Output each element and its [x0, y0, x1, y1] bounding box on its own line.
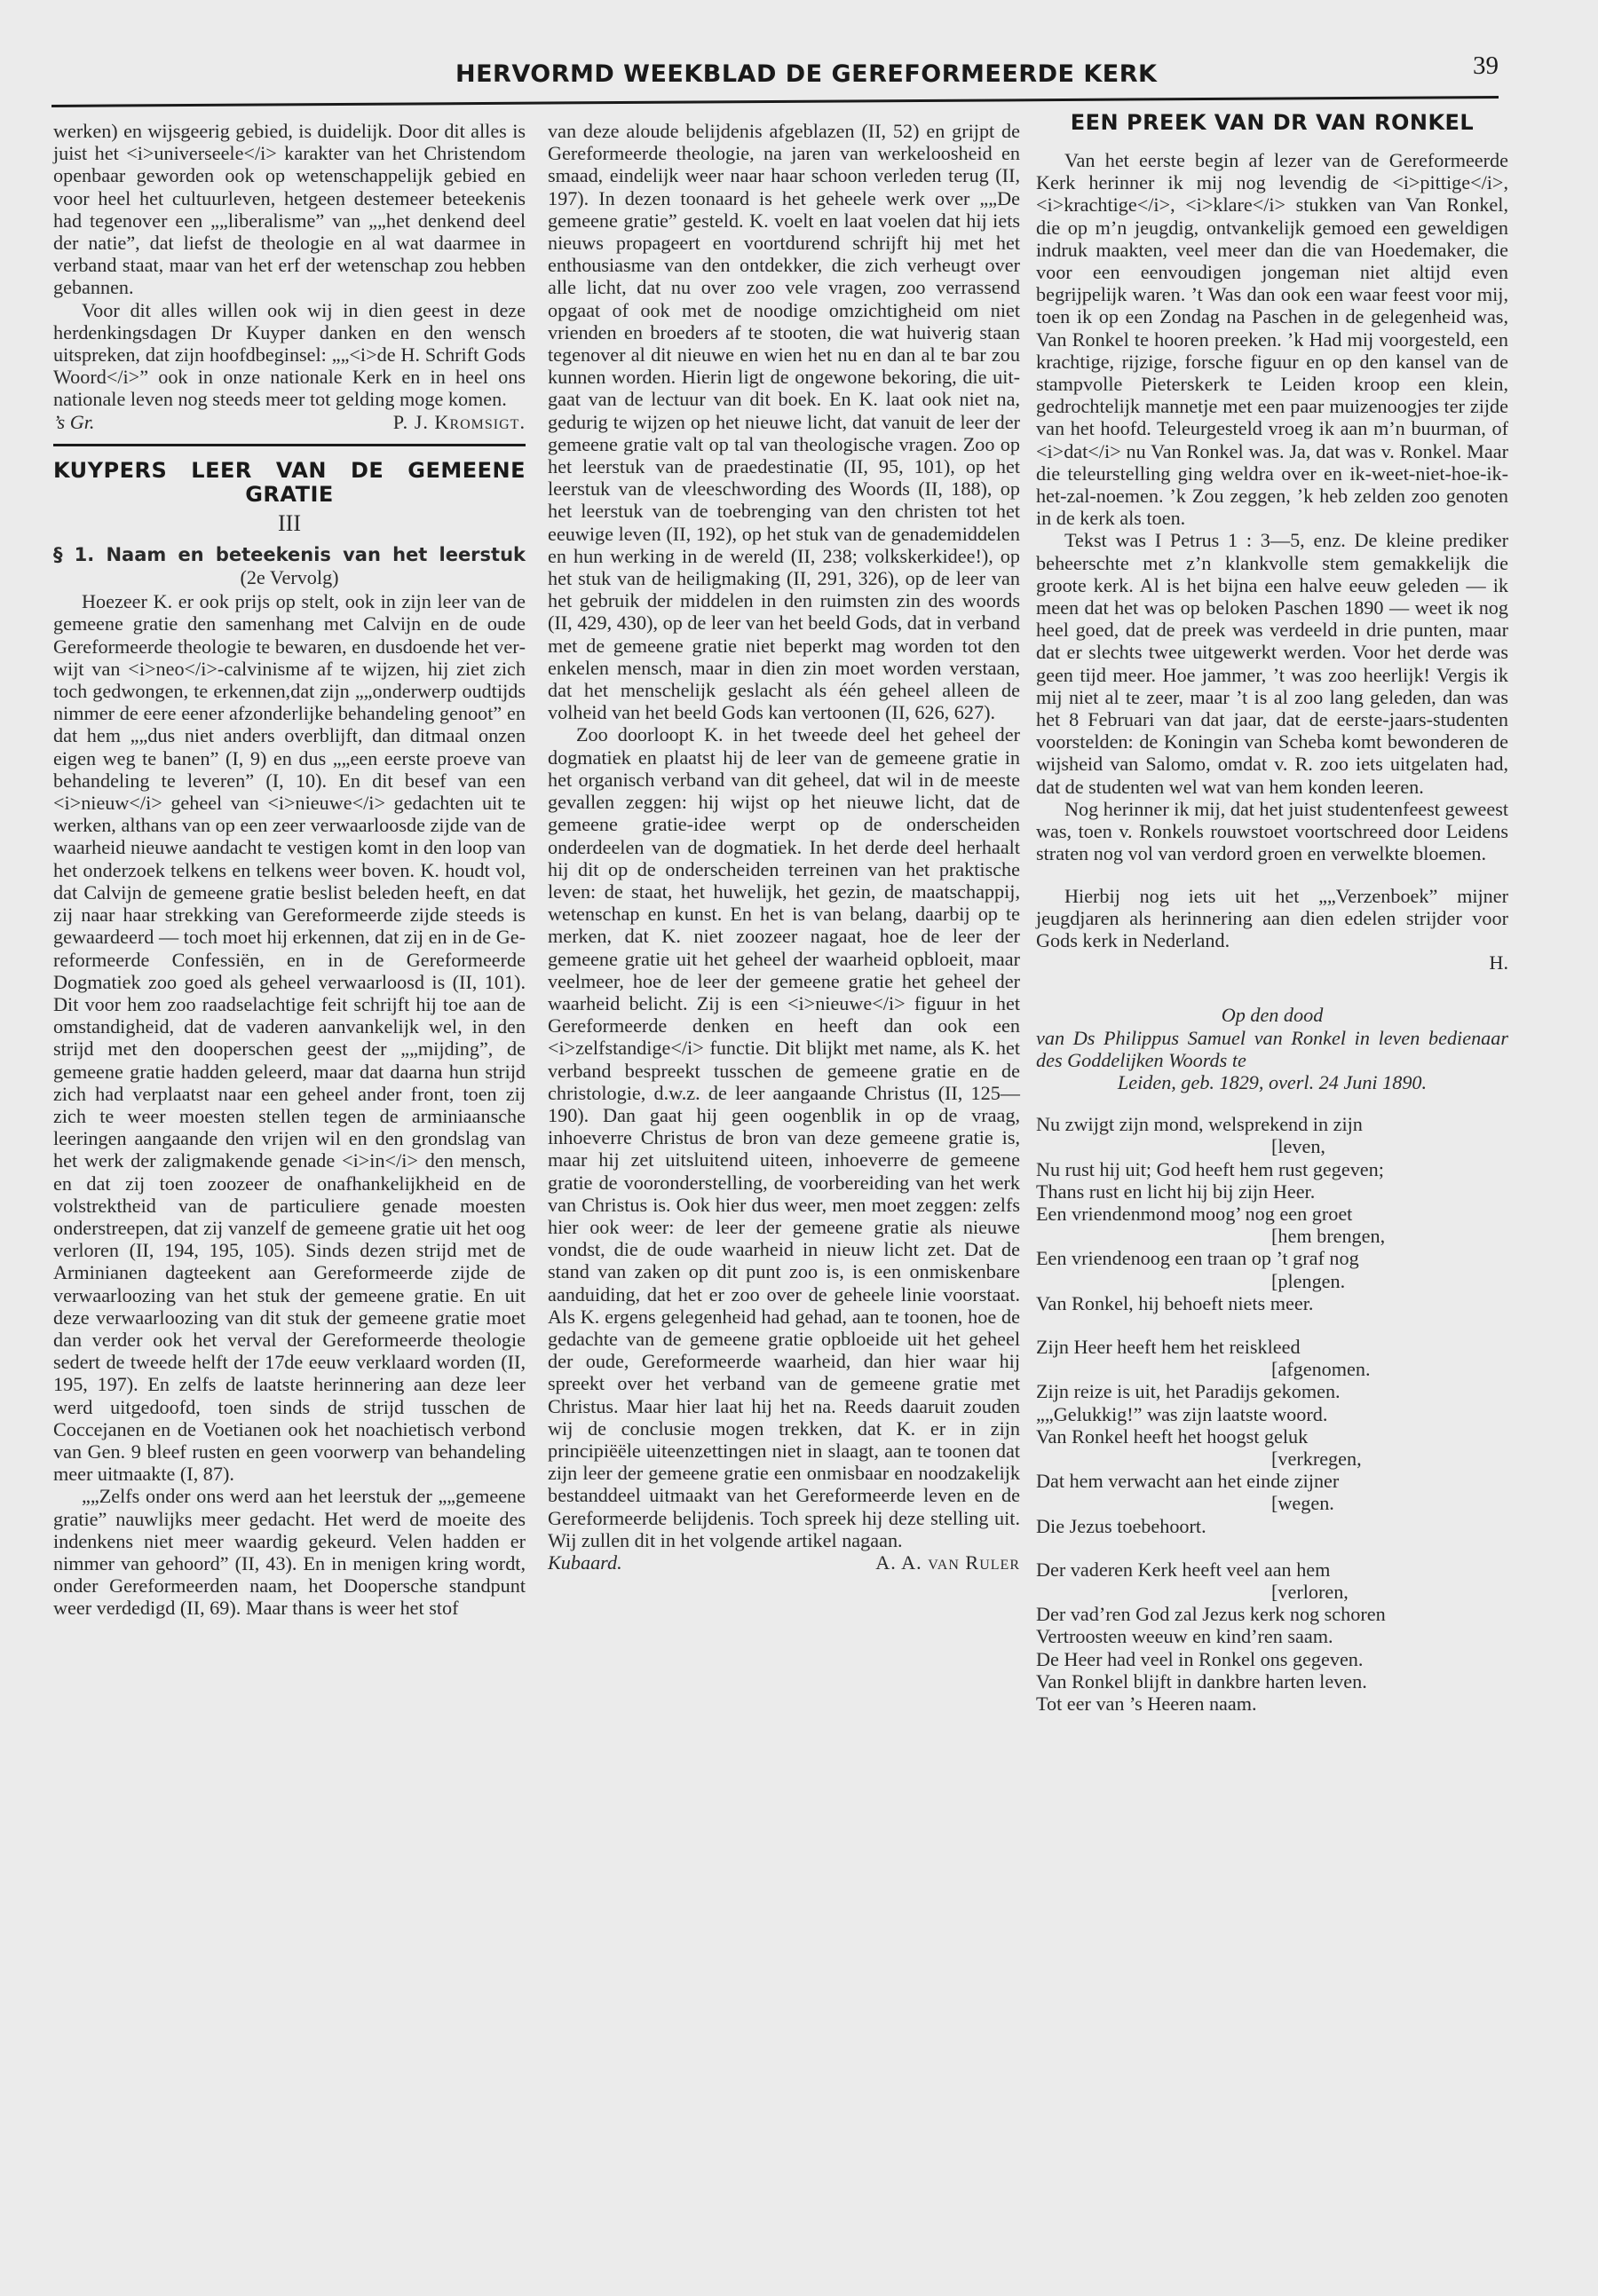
poem-line-continuation: [wegen.: [1271, 1492, 1334, 1515]
page-number: 39: [1473, 51, 1499, 80]
poem-line-continuation: [verkregen,: [1271, 1447, 1362, 1470]
poem-line: Der vaderen Kerk heeft veel aan hem: [1036, 1558, 1331, 1581]
article3-paragraph: Tekst was I Petrus 1 : 3—5, enz. De kleine prediker beheerschte met z’n klankvolle stem gemakkelijk die groote kerk. Al is het bijna een halve eeuw geleden — ik meen dat het was op beloken Paschen 1890 — weet ik nog heel goed, dat de preek was verdeeld in drie punten, maar dat er slechts twee uitgewerkt werden. Voor het derde was geen tijd meer. Hoe jammer, ’t was zoo heerlijk! Vergis ik mij niet al te zeer, maar ’t is al zoo lang geleden, dan was het 8 Februari van dat jaar, dat de eerste-jaars-studenten voorstelden: de Koningin van Scheba komt bewonderen de wijsheid van Salomo, omdat v. R. zoo iets uitgelaten had, dat de studenten wel wat van hem konden leeren.: [1036, 529, 1508, 798]
article3-paragraph: Nog herinner ik mij, dat het juist studentenfeest geweest was, toen v. Ronkels rouwstoet voortschreed door Leidens straten nog vol van verdord groen en verwelkte bloemen.: [1036, 797, 1508, 865]
article1-paragraph: Voor dit alles willen ook wij in dien geest in deze herdenkingsdagen Dr Kuyper danken en den wensch uitspreken, dat zijn hoofdbeginsel: „„<i>de H. Schrift Gods Woord</i>” ook in onze nationale Kerk en in heel ons nationale leven nog steeds meer tot gelding moge komen.: [53, 298, 526, 411]
poem-subtitle: Leiden, geb. 1829, overl. 24 Juni 1890.: [1117, 1070, 1428, 1093]
poem: [1036, 1113, 1508, 1715]
header-rule: [51, 96, 1499, 107]
article2-place: Kubaard.: [548, 1551, 622, 1574]
poem-line: Tot eer van ’s Heeren naam.: [1036, 1692, 1257, 1715]
article2-paragraph: Zoo doorloopt K. in het tweede deel het geheel der dogmatiek en plaatst hij de leer van de gemeene gratie in het organisch verband van dit geheel, dat wil in de meeste gevallen zeggen: hij wijst op het nieuwe licht, dat de gemeene gratie-idee werpt op de onderscheiden onderdeelen van de dogmatiek. In het derde deel herhaalt hij dit op de onderscheiden terreinen van het praktische leven: de staat, het huwelijk, het gezin, de maatschappij, wetenschap en kunst. En het is van belang, daarbij op te merken, dat K. niet zoozeer nagaat, hoe de leer der gemeene gratie uit het geheel der waarheid opbloeit, maar veelmeer, hoe de leer der gemeene gratie het geheel der waarheid belicht. Zij is een <i>nieuwe</i> figuur in het Gereformeerde denken en heeft dan ook een <i>zelfstandige</i> functie. Dit blijkt met name, als K. het verband bespreekt tusschen de gemeene gratie en de christologie, d.w.z. de leer aangaande Christus (II, 125—190). Dan gaat hij geen oogenblik in op de vraag, inhoeverre Christus de bron van deze gemeene gratie is, maar hij zet uitsluitend uiteen, inhoeverre de gemeene gratie de vooronderstelling, de voorbereiding van het werk van Christus is. Ook hier dus weer, men moet zeggen: zelfs hier ook weer: de leer der gemeene gratie als nieuwe vondst, die de oude waarheid in nieuw licht zet. Dat de stand van zaken op dit punt zoo is, is een onmiskenbare aanduiding, dat het er zoo over de geheele linie voorstaat. Als K. ergens gelegenheid had gehad, aan te toonen, hoe de gedachte van de gemeene gratie opbloeide uit het geheel der oude, Gereformeerde waarheid, dan hier waar hij spreekt over het verband van de gemeene gratie met Christus. Maar hier laat hij het na. Reeds daaruit zouden wij de conclusie mogen trekken, dat K. er in zijn principiëële uiteenzettingen niet in slaagt, aan te toonen dat zijn leer der gemeene gratie een onmisbaar en noodzakelijk bestanddeel uitmaakt van het Gereformeerde leven en de Gereformeerde belijdenis. Toch spreek hij deze stelling uit. Wij zullen dit in het volgende artikel nagaan.: [548, 723, 1020, 1551]
poem-line: Zijn reize is uit, het Paradijs gekomen.: [1036, 1380, 1341, 1403]
article2-signature: [548, 1551, 1020, 1574]
poem-line: Thans rust en licht hij bij zijn Heer.: [1036, 1180, 1316, 1203]
poem-line: Van Ronkel, hij behoeft niets meer.: [1036, 1291, 1314, 1314]
poem-line: Nu zwijgt zijn mond, welsprekend in zijn: [1036, 1113, 1363, 1136]
poem-line: Vertroosten weeuw en kind’ren saam.: [1036, 1625, 1333, 1648]
poem-line: Een vriendenoog een traan op ’t graf nog: [1036, 1247, 1359, 1270]
poem-line: Van Ronkel heeft het hoogst geluk: [1036, 1424, 1309, 1448]
poem-line-continuation: [plengen.: [1271, 1269, 1346, 1292]
article1-paragraph: werken) en wijsgeerig gebied, is duidelijk. Door dit alles is juist het <i>universeele</i> karakter van het Christendom openbaar geworden ook op wetenschappelijk gebied en voor heel het cultuurleven, hetgeen destemeer beteekenis had tegenover een „„liberalisme” van „„het denkend deel der natie”, dat liefst de theologie en al wat daarmee in verband staat, maar van het erf der wetenschap zou hebben gebannen.: [53, 120, 526, 299]
poem-title: Op den dood: [1221, 1004, 1324, 1027]
article3-paragraph: Van het eerste begin af lezer van de Gereformeerde Kerk herinner ik mij nog levendig de <i>pittige</i>, <i>krachtige</i>, <i>klare</i> stukken van Van Ronkel, die op m’n jeugdig, ontvankelijk gemoed een geweldigen indruk maakten, veel meer dan die van Hoedemaker, die voor een eenvoudigen jongeman niet altijd even begrijpelijk waren. ’t Was dan ook een waar feest voor mij, toen ik op een Zondag na Paschen in de gelegenheid was, Van Ronkel te hooren preeken. ’k Had mij voorgesteld, een krachtige, rijzige, forsche figuur en op den kansel van de stampvolle Pieterskerk te Leiden kroop een klein, gedrochtelijk mannetje met een paar muizenoogjes ter zijde van het hoofd. Teleurgesteld vroeg ik aan m’n buurman, of <i>dat</i> nu Van Ronkel was. Ja, dat was v. Ronkel. Maar die teleurstelling ging weldra over en ik-weet-niet-hoe-ik-het-zal-noemen. ’k Zou zeggen, ’k heb zelden zoo genoten in de kerk als toen.: [1036, 149, 1508, 530]
poem-stanza: [1036, 1113, 1508, 1314]
poem-line-continuation: [hem brengen,: [1271, 1225, 1386, 1248]
poem-line: Een vriendenmond moog’ nog een groet: [1036, 1202, 1353, 1225]
poem-line: Nu rust hij uit; God heeft hem rust gegeven;: [1036, 1157, 1384, 1180]
article-divider: [53, 444, 526, 446]
article2-author: A. A. van Ruler: [875, 1551, 1020, 1574]
article2-section-title: § 1. Naam en beteekenis van het leerstuk: [53, 544, 526, 566]
column-2: [548, 120, 1020, 1574]
poem-line: De Heer had veel in Ronkel ons gegeven.: [1036, 1647, 1364, 1670]
poem-line-continuation: [afgenomen.: [1271, 1358, 1371, 1381]
poem-line: Dat hem verwacht aan het einde zijner: [1036, 1470, 1340, 1493]
article2-paragraph: Hoezeer K. er ook prijs op stelt, ook in zijn leer van de gemeene gratie den samenhang met Calvijn en de oude Gereformeerde theologie te bewaren, en dusdoende het verwijt van <i>neo</i>-calvinisme af te wijzen, hij ziet zich toch gedwongen, te erkennen,dat zijn „„onderwerp oudtijds nimmer de eere eener afzonderlijke behandeling genoot” en dat hem „„dus niet anders overblijft, dan ditmaal onzen eigen weg te banen” (I, 9) en dus „„een eerste proeve van behandeling te leveren” (I, 10). En dit besef van een <i>nieuw</i> geheel van <i>nieuwe</i> gedachten uit te werken, althans van op een zeer verwaarloosde zijde van de waarheid nieuwe aandacht te vestigen komt in den loop van het onderzoek telkens en telkens weer boven. K. houdt vol, dat Calvijn de gemeene gratie beslist beleden heeft, en dat zij naar haar strekking van Gereformeerde zijde steeds is gewaardeerd — toch moet hij erkennen, dat zij en in de Gereformeerde Confessiën, en in de Gereformeerde Dogmatiek zoo goed als geheel verwaarloosd is (II, 101). Dit voor hem zoo raadselachtige feit schrijft hij toe aan de omstandigheid, dat de vaderen aanvankelijk wel, in den strijd met den dooperschen geest der „„mijding”, de gemeene gratie hadden geleerd, maar dat daarna hun strijd zich had verplaatst naar een geheel ander front, toen zij zich te weer moesten stellen tegen de arminiaansche leeringen aangaande den vrijen wil en den grondslag van het werk der zaligmakende genade <i>in</i> den mensch, en dat zij toen zoozeer de onafhankelijkheid en de volstrektheid van de particuliere genade moesten onderstreepen, dat zij vanzelf de gemeene gratie uit het oog verloren (II, 194, 195, 105). Sinds dezen strijd met de Arminianen dagteekent aan Gereformeerde zijde de verwaarloozing van het stuk der gemeene gratie. En uit deze verwaarloozing van dit stuk der gemeene gratie moet dan verder ook het verval der Gereformeerde theologie sedert de tweede helft der 17de eeuw verklaard worden (II, 195, 197). En zelfs de laatste herinnering aan deze leer werd uitgedoofd, toen sinds de strijd tusschen de Coccejanen en de Voetianen ook het noachietisch verbond van Gen. 9 bleef rusten en geen voorwerp van behandeling meer uitmaakte (I, 87).: [53, 590, 526, 1486]
column-3: [1036, 111, 1508, 1715]
article2-paragraph: „„Zelfs onder ons werd aan het leerstuk der „„gemeene gratie” nauwlijks meer gedacht. Het werd de moeite des indenkens niet meer waardig gekeurd. Velen hadden er nimmer van gehoord” (II, 43). En in menigen kring wordt, onder Gereformeerden naam, het Doopersche standpunt weer verdedigd (II, 69). Maar thans is weer het stof: [53, 1485, 526, 1620]
page-header: [51, 51, 1499, 105]
poem-line-continuation: [leven,: [1271, 1135, 1325, 1158]
poem-stanza: [1036, 1558, 1508, 1715]
article2-part: III: [278, 509, 301, 536]
poem-line: Zijn Heer heeft hem het reiskleed: [1036, 1335, 1301, 1358]
poem-stanza: [1036, 1336, 1508, 1537]
article3-paragraph: Hierbij nog iets uit het „„Verzenboek” mijner jeugdjaren als herinnering aan dien edelen strijder voor Gods kerk in Nederland.: [1036, 884, 1508, 951]
column-1: [53, 120, 526, 1620]
poem-line-continuation: [verloren,: [1271, 1580, 1349, 1603]
article1-place: ’s Gr.: [53, 410, 95, 433]
article3-signature: H.: [1489, 951, 1508, 974]
poem-line: Van Ronkel blijft in dankbre harten leven.: [1036, 1669, 1367, 1692]
poem-line: „„Gelukkig!” was zijn laatste woord.: [1036, 1402, 1328, 1425]
article2-title: KUYPERS LEER VAN DE GEMEENE GRATIE: [53, 457, 526, 507]
poem-line: Der vad’ren God zal Jezus kerk nog schoren: [1036, 1603, 1386, 1626]
article2-paragraph: van deze aloude belijdenis afgeblazen (II, 52) en grijpt de Gereformeerde theologie, na jaren van werkeloosheid en smaad, eindelijk weer naar haar schoon verleden terug (II, 197). In dezen toonaard is het geheele werk over „„De gemeene gratie” gesteld. K. voelt en laat voelen dat hij iets nieuws propageert en voortdurend schrijft hij met het enthousiasme van den ontdekker, die zich verheugt over alle licht, dat nu over zoo vele vragen, zoo verrassend opgaat of ook met de noodige omzichtigheid om niet vrienden en broeders af te stooten, die wat huiverig staan tegenover al dit nieuwe en wien het nu en dan al te bar zou kunnen worden. Hierin ligt de ongewone bekoring, die uitgaat van de lectuur van dit boek. En K. laat ook niet na, gedurig te wijzen op het nieuwe licht, dat vanuit de leer der gemeene gratie valt op tal van theologische vragen. Zoo op het leerstuk van de praedestinatie (II, 95, 101), op het leerstuk van de vleeschwording des Woords (II, 188), op het leerstuk van de toebrenging van den christen tot het eeuwige leven (II, 192), op het stuk van de genademiddelen en hun werking in de wereld (II, 238; volkskerkidee!), op het stuk van de heiligmaking (II, 291, 326), op de leer van het gebruik der middelen in den ruimsten zin des woords (II, 429, 430), op de leer van het beeld Gods, dat in verband met de gemeene gratie niet beperkt mag worden tot den enkelen mensch, maar in dien zin moet worden verstaan, dat het menschelijk geslacht als één geheel alleen de volheid van het beeld Gods kan vertoonen (II, 626, 627).: [548, 120, 1020, 724]
poem-subtitle: van Ds Philippus Samuel van Ronkel in leven bedienaar des Goddelijken Woords te: [1036, 1026, 1508, 1071]
article3-title: EEN PREEK VAN DR VAN RONKEL: [1070, 110, 1475, 135]
poem-line: Die Jezus toebehoort.: [1036, 1514, 1206, 1537]
article2-subtitle: (2e Vervolg): [240, 566, 339, 589]
masthead: HERVORMD WEEKBLAD DE GEREFORMEERDE KERK: [455, 60, 1158, 88]
article1-author: P. J. Kromsigt.: [392, 410, 526, 433]
article1-signature: [53, 411, 526, 433]
